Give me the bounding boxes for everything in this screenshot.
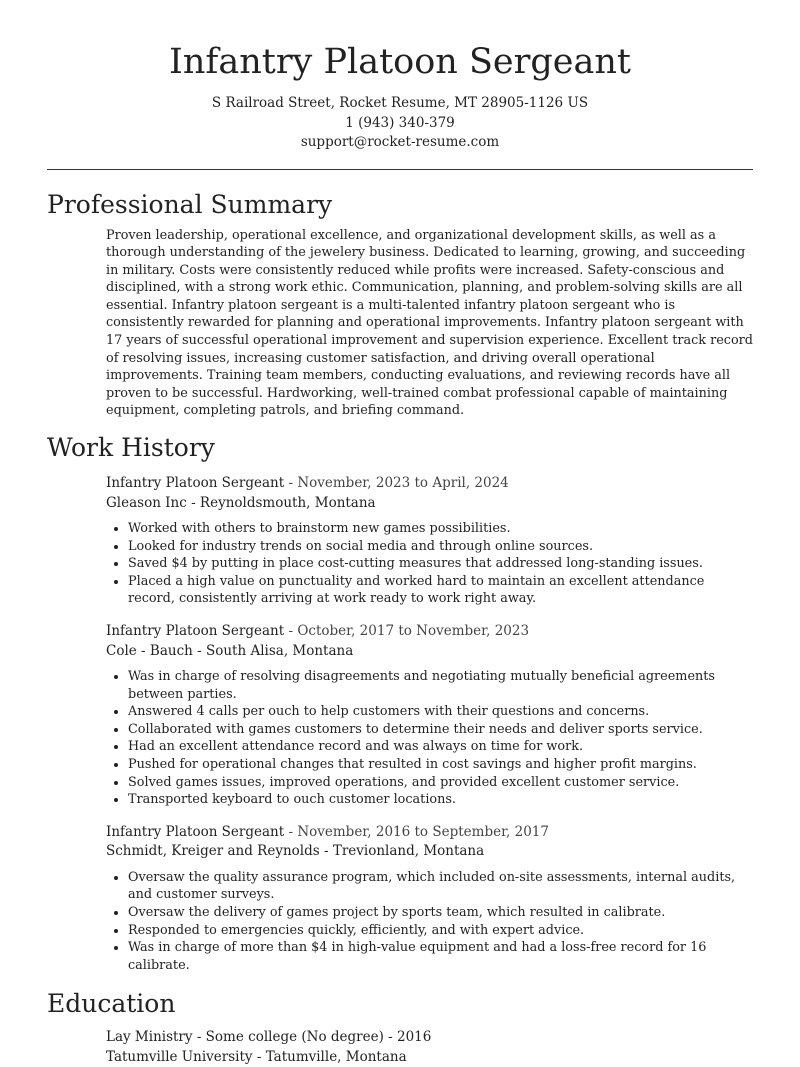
job-bullet: • Oversaw the delivery of games project by sports team, which resulted in calibrate. [128, 904, 753, 922]
section-title-work-history: Work History [47, 433, 215, 463]
job-entry [106, 474, 753, 608]
job-location: - Trevionland, Montana [319, 843, 485, 860]
section-title-education: Education [47, 989, 176, 1019]
job-title-line [106, 823, 753, 843]
education-school-line [106, 1048, 753, 1067]
job-dates: - November, 2016 to September, 2017 [284, 823, 549, 840]
resume-header [0, 0, 800, 153]
phone: 1 (943) 340-379 [345, 114, 455, 131]
contact-info [0, 94, 800, 153]
email: support@rocket-resume.com [300, 134, 500, 150]
header-divider [47, 169, 753, 170]
job-title-line [106, 622, 753, 642]
job-dates: - November, 2023 to April, 2024 [284, 475, 509, 492]
job-title-line [106, 474, 753, 494]
job-employer: Schmidt, Kreiger and Reynolds [106, 843, 320, 860]
job-bullet: • Solved games issues, improved operations, and provided excellent customer service. [128, 774, 753, 792]
job-bullets [106, 869, 753, 975]
job-bullet: • Answered 4 calls per ouch to help customers with their questions and concerns. [128, 703, 753, 721]
job-employer-line [106, 842, 753, 862]
summary-text: Proven leadership, operational excellence, and organizational development skills, as well as a thorough understanding of the jewelery business. Dedicated to learning, growing, and succeeding in military. Costs were consistently reduced while profits were increased. Safety-conscious and disciplined, with a strong work ethic. Communication, planning, and problem-solving skills are all essential. Infantry platoon sergeant is a multi-talented infantry platoon sergeant who is consistently rewarded for planning and operational improvements. Infantry platoon sergeant with 17 years of successful operational improvement and supervision experience. Excellent track record of resolving issues, increasing customer satisfaction, and driving overall operational improvements. Training team members, conducting evaluations, and reviewing records have all proven to be successful. Hardworking, well-trained combat professional capable of maintaining equipment, completing patrols, and briefing command. [106, 227, 753, 419]
job-title: Infantry Platoon Sergeant [106, 623, 285, 639]
job-bullet: • Was in charge of resolving disagreements and negotiating mutually beneficial agreements between parties. [128, 668, 753, 703]
job-bullet: • Saved $4 by putting in place cost-cutting measures that addressed long-standing issues. [128, 555, 753, 573]
job-bullet: • Was in charge of more than $4 in high-value equipment and had a loss-free record for 16 calibrate. [128, 939, 753, 974]
job-title: Infantry Platoon Sergeant [106, 475, 285, 492]
job-entry [106, 823, 753, 975]
job-location: - South Alisa, Montana [192, 642, 354, 659]
candidate-name: Infantry Platoon Sergeant [169, 42, 631, 82]
job-bullet: • Pushed for operational changes that resulted in cost savings and higher profit margins. [128, 756, 753, 774]
job-dates: - October, 2017 to November, 2023 [284, 623, 530, 639]
education-degree: Lay Ministry [106, 1029, 193, 1046]
job-bullet: • Placed a high value on punctuality and worked hard to maintain an excellent attendance record, consistently arriving at work ready to work right away. [128, 573, 753, 608]
address: S Railroad Street, Rocket Resume, MT 28905-1126 US [211, 95, 589, 111]
job-location: - Reynoldsmouth, Montana [186, 494, 376, 511]
education-detail: - Some college (No degree) - 2016 [192, 1029, 432, 1046]
job-bullets [106, 668, 753, 809]
job-entry [106, 622, 753, 809]
job-employer: Gleason Inc [106, 494, 187, 511]
education-location: - Tatumville, Montana [252, 1048, 407, 1065]
education-degree-line [106, 1028, 753, 1048]
job-bullet: • Worked with others to brainstorm new games possibilities. [128, 520, 753, 538]
education-entry [106, 1028, 753, 1067]
job-bullet: • Transported keyboard to ouch customer locations. [128, 791, 753, 809]
job-employer-line [106, 494, 753, 514]
job-title: Infantry Platoon Sergeant [106, 823, 285, 840]
job-bullet: • Responded to emergencies quickly, efficiently, and with expert advice. [128, 922, 753, 940]
job-bullets [106, 520, 753, 608]
section-title-summary: Professional Summary [47, 189, 333, 219]
job-employer-line [106, 642, 753, 662]
job-bullet: • Oversaw the quality assurance program, which included on-site assessments, internal audits, and customer surveys. [128, 869, 753, 904]
job-employer: Cole - Bauch [106, 642, 193, 659]
job-bullet: • Collaborated with games customers to determine their needs and deliver sports service. [128, 721, 753, 739]
education-school: Tatumville University [106, 1048, 253, 1065]
job-bullet: • Looked for industry trends on social media and through online sources. [128, 538, 753, 556]
job-bullet: • Had an excellent attendance record and was always on time for work. [128, 738, 753, 756]
